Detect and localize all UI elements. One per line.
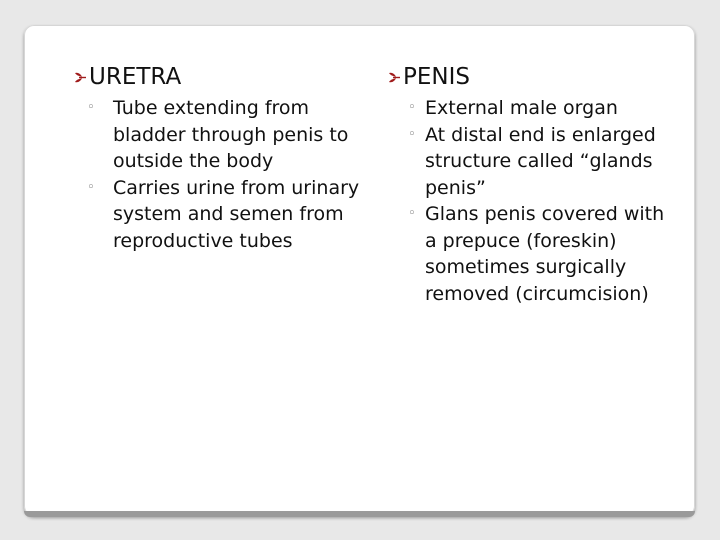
penis-bullet-list — [360, 95, 680, 307]
circle-bullet-icon: ◦ — [87, 179, 95, 195]
circle-bullet-icon: ◦ — [408, 100, 416, 115]
circle-bullet-icon: ◦ — [408, 126, 416, 142]
circle-bullet-icon: ◦ — [408, 206, 416, 221]
bullet-text: At distal end is enlarged structure called “glands penis” — [425, 123, 656, 199]
bullet-text: Glans penis covered with a prepuce (foreskin) sometimes surgically removed (circumcision) — [425, 203, 665, 305]
list-item — [72, 95, 362, 175]
list-item — [360, 122, 680, 202]
bullet-text: External male organ — [425, 97, 618, 119]
penis-heading — [360, 62, 680, 92]
list-item — [360, 95, 680, 122]
uretra-heading — [72, 62, 362, 92]
list-item — [360, 201, 680, 307]
uretra-bullet-list — [72, 95, 362, 254]
penis-column — [360, 62, 680, 307]
list-item — [72, 175, 362, 255]
bullet-text: Tube extending from bladder through penis to outside the body — [113, 97, 349, 172]
uretra-heading-text: URETRA — [89, 64, 182, 90]
uretra-column — [72, 62, 362, 254]
slide-bottom-edge — [24, 511, 695, 517]
penis-heading-text: PENIS — [403, 64, 470, 90]
tulip-bullet-icon — [72, 69, 89, 86]
bullet-text: Carries urine from urinary system and semen from reproductive tubes — [113, 176, 360, 252]
tulip-bullet-icon — [386, 69, 403, 86]
circle-bullet-icon: ◦ — [87, 100, 95, 115]
